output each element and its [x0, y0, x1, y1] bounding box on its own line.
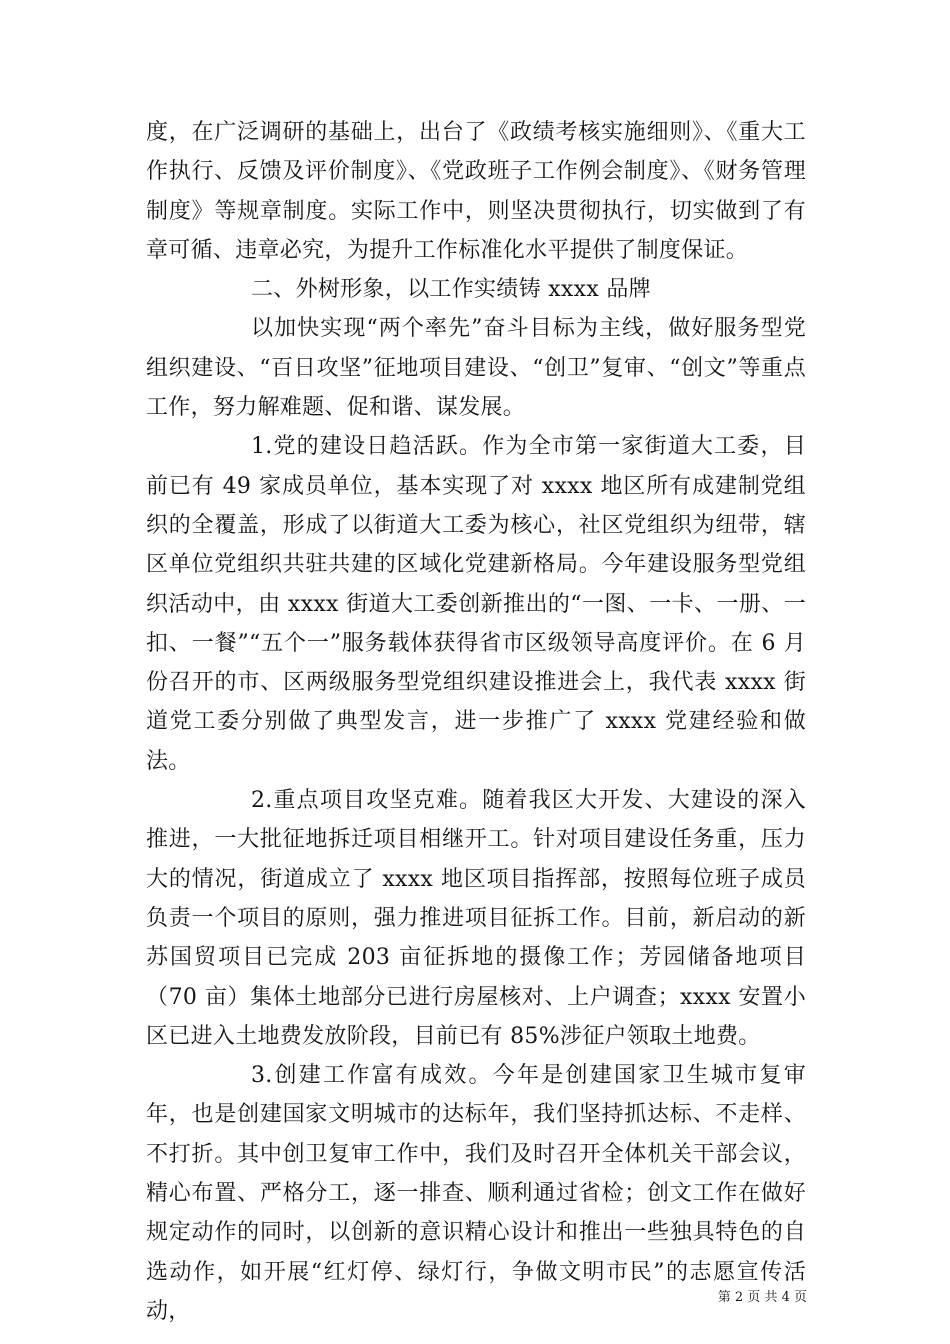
document-body — [146, 113, 806, 1331]
paragraph-intro: 以加快实现“两个率先”奋斗目标为主线，做好服务型党组织建设、“百日攻坚”征地项目建设、“创卫”复审、“创文”等重点工作，努力解难题、促和谐、谋发展。 — [146, 316, 806, 421]
page-number-footer: 第 2 页 共 4 页 — [717, 1290, 807, 1305]
section-heading: 二、外树形象，以工作实绩铸 xxxx 品牌 — [251, 277, 651, 303]
paragraph-key-projects: 2.重点项目攻坚克难。随着我区大开发、大建设的深入推进，一大批征地拆迁项目相继开工。针对项目建设任务重，压力大的情况，街道成立了 xxxx 地区项目指挥部，按照每位班子成员负责一个项目的原则，强力推进项目征拆工作。目前，新启动的新苏国贸项目已完成 203 亩征拆地的摄像工作；芳园储备地项目（70 亩）集体土地部分已进行房屋核对、上户调查；xxxx 安置小区已进入土地费发放阶段，目前已有 85%涉征户领取土地费。 — [146, 788, 806, 1049]
paragraph-creation-work: 3.创建工作富有成效。今年是创建国家卫生城市复审年，也是创建国家文明城市的达标年，我们坚持抓达标、不走样、不打折。其中创卫复审工作中，我们及时召开全体机关干部会议，精心布置、严格分工，逐一排查、顺利通过省检；创文工作在做好规定动作的同时，以创新的意识精心设计和推出一些独具特色的自选动作，如开展“红灯停、绿灯行，争做文明市民”的志愿宣传活动， — [146, 1063, 806, 1324]
paragraph-continuation: 度，在广泛调研的基础上，出台了《政绩考核实施细则》、《重大工作执行、反馈及评价制度》、《党政班子工作例会制度》、《财务管理制度》等规章制度。实际工作中，则坚决贯彻执行，切实做到了有章可循、违章必究，为提升工作标准化水平提供了制度保证。 — [146, 120, 806, 263]
paragraph-party-building: 1.党的建设日趋活跃。作为全市第一家街道大工委，目前已有 49 家成员单位，基本实现了对 xxxx 地区所有成建制党组织的全覆盖，形成了以街道大工委为核心，社区党组织为纽带，辖区单位党组织共驻共建的区域化党建新格局。今年建设服务型党组织活动中，由 xxxx 街道大工委创新推出的“一图、一卡、一册、一扣、一餐”“五个一”服务载体获得省市区级领导高度评价。在 6 月份召开的市、区两级服务型党组织建设推进会上，我代表 xxxx 街道党工委分别做了典型发言，进一步推广了 xxxx 党建经验和做法。 — [146, 434, 806, 774]
